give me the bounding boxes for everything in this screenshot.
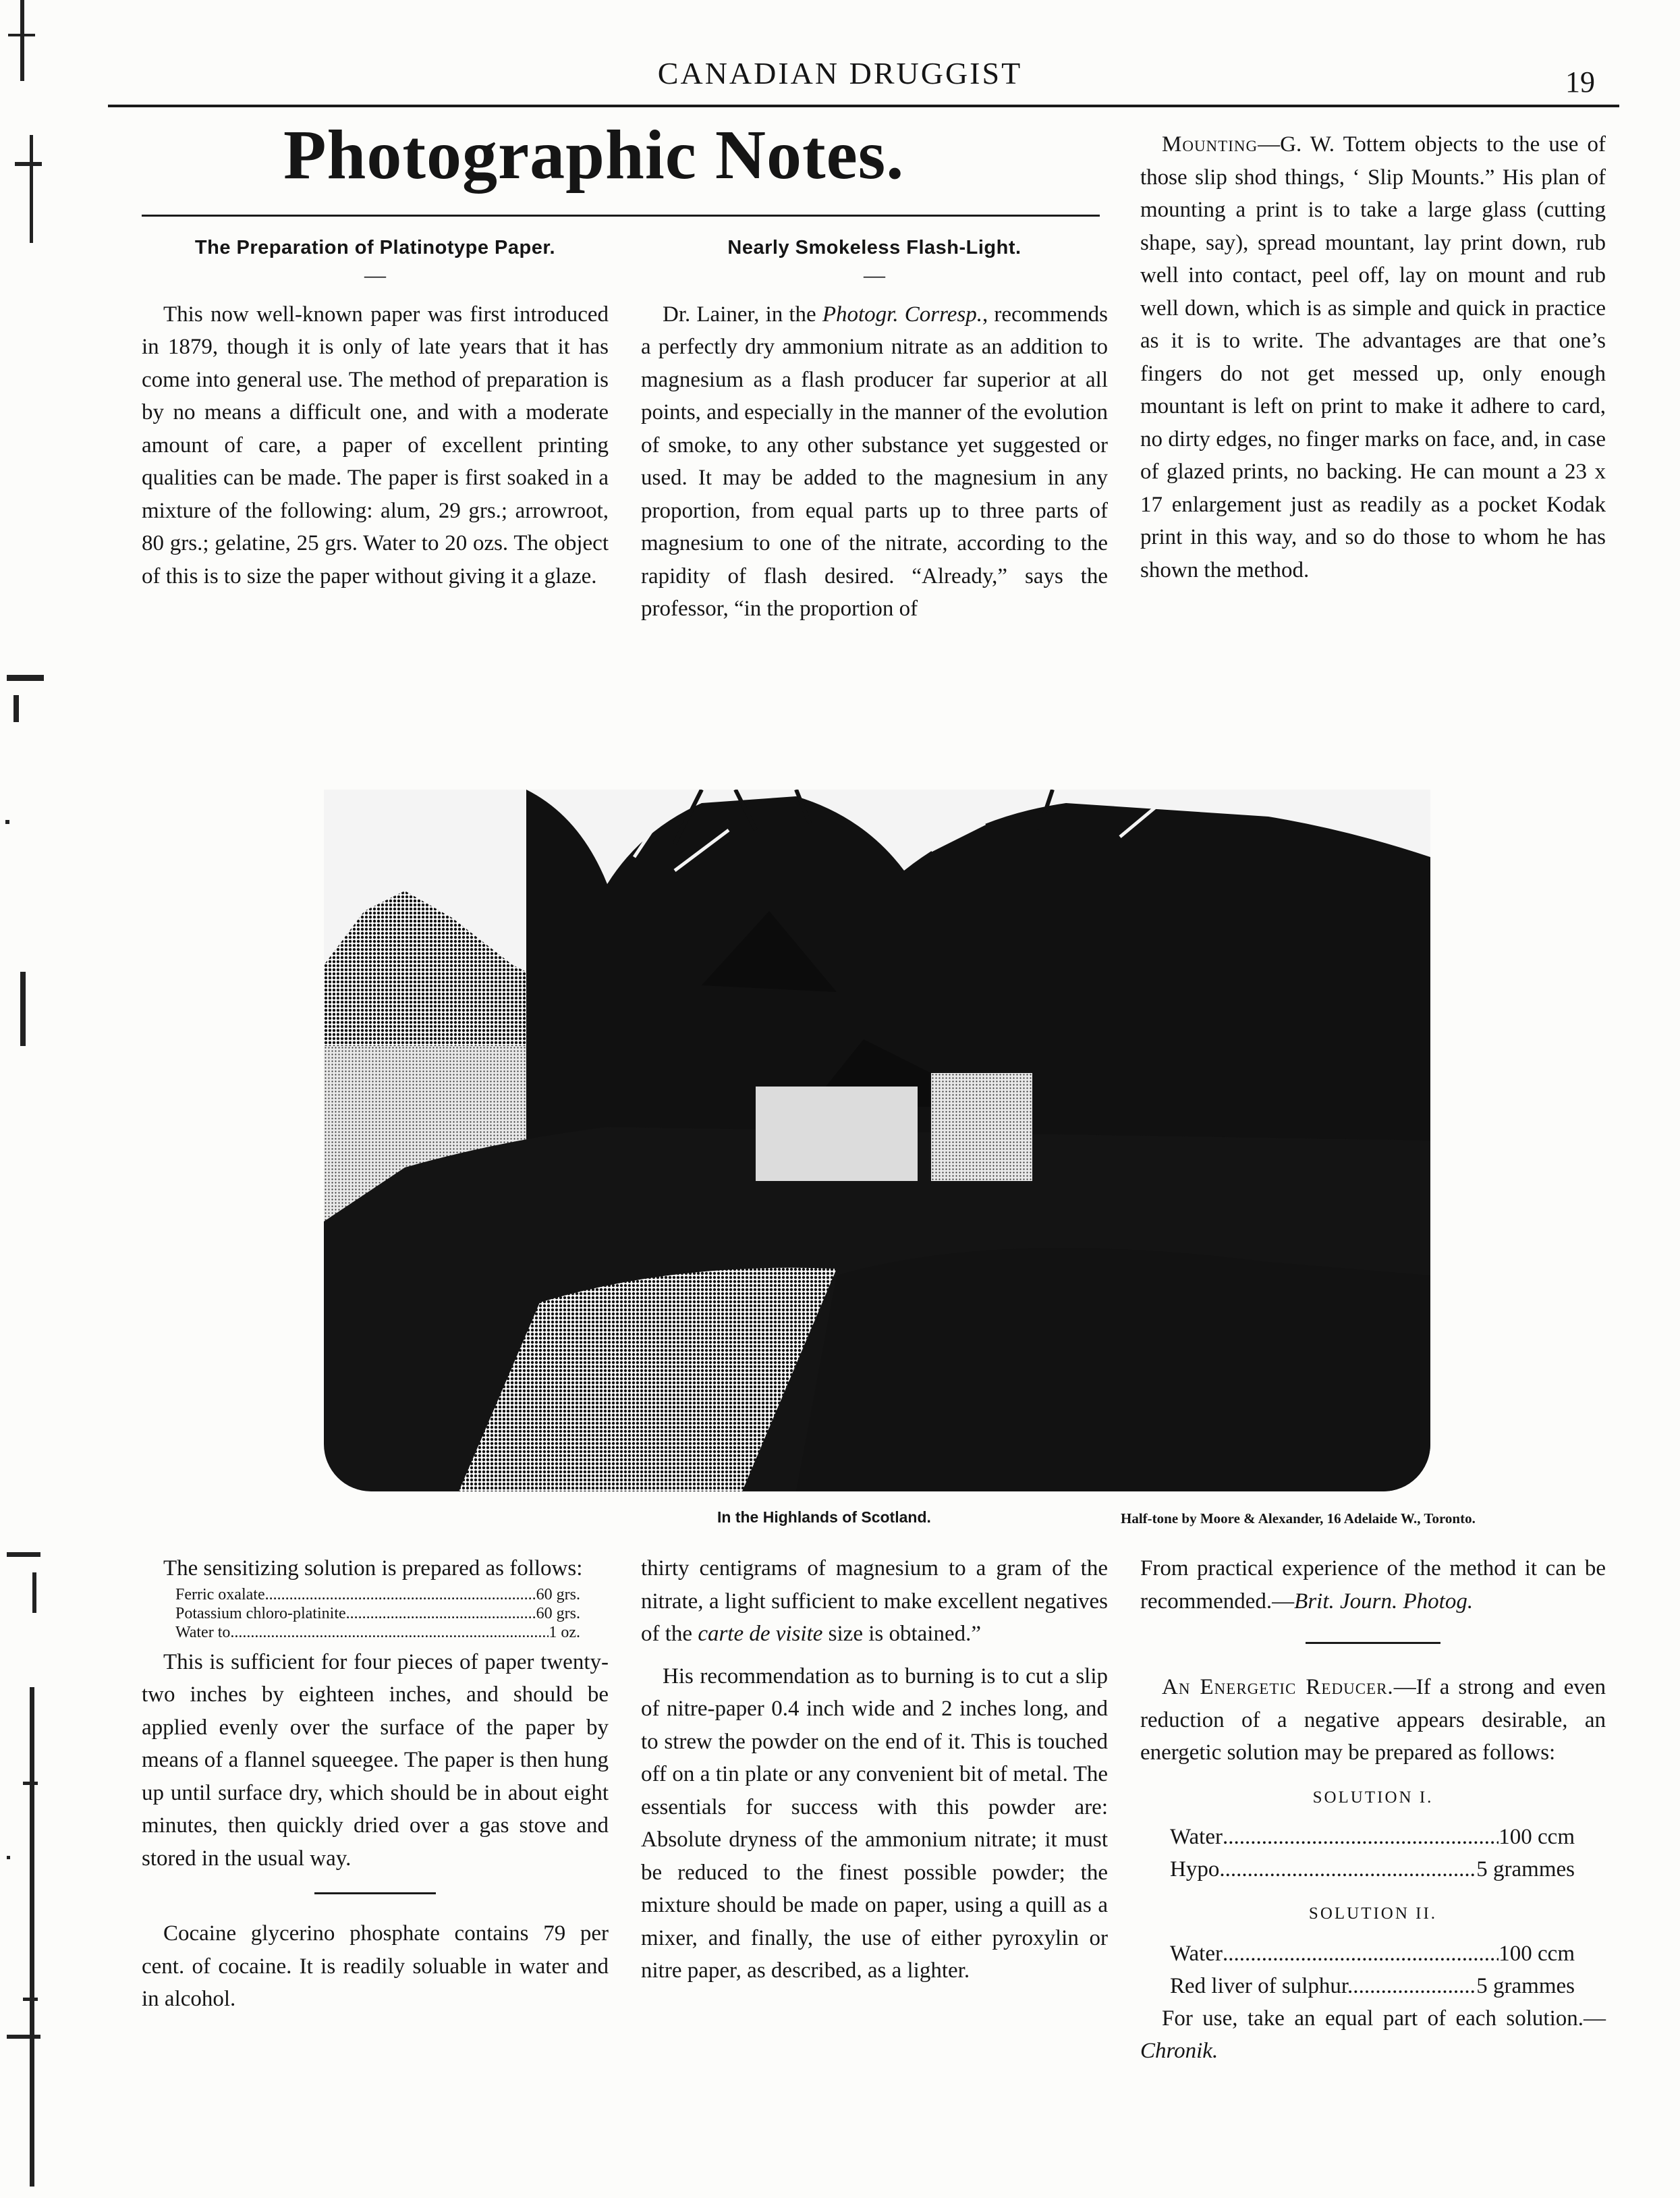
article-heading: Nearly Smokeless Flash-Light. <box>727 237 1021 258</box>
article-mounting <box>1140 128 1606 586</box>
solution-heading: SOLUTION II. <box>1308 1904 1438 1923</box>
article-flash-light <box>641 231 1108 626</box>
platinotype-continued <box>142 1552 609 2016</box>
page-number: 19 <box>1565 65 1595 99</box>
sensitizer-recipe <box>175 1585 609 1642</box>
paragraph: Mounting—G. W. Tottem objects to the use of those slip shod things, ‘ Slip Mounts.” His plan of mounting a print is to take a large glass (cutting shape, say), spread mountant, lay print down, rub well into contact, peel off, lay on mount and rub well down, which is as simple and quick in practice as it is to write. The advantages are that one’s fingers do not get messed up, only enough mountant is left on print to make it adhere to card, no dirty edges, no finger marks on face, and, in case of glazed prints, no backing. He can mount a 23 x 17 enlargement just as readily as a pocket Kodak print in this way, and so do those to whom he has shown the method. <box>1140 132 1606 582</box>
heading-dash: — <box>864 262 885 287</box>
run-in-heading: Mounting <box>1162 132 1258 157</box>
paragraph: Cocaine glycerino phosphate contains 79 per cent. of cocaine. It is readily soluable in water and in alcohol. <box>142 1921 609 2011</box>
recipe-line: Water to ..... 1 oz. <box>175 1623 580 1642</box>
page-title: Photographic Notes. <box>283 116 905 194</box>
recipe-line: Ferric oxalate ..... 60 grs. <box>175 1585 580 1604</box>
paragraph: The sensitizing solution is prepared as follows: <box>163 1556 583 1581</box>
running-head: CANADIAN DRUGGIST <box>657 56 1023 90</box>
section-rule <box>1306 1642 1440 1644</box>
paragraph: This is sufficient for four pieces of paper twenty-two inches by eighteen inches, and should be applied evenly over the surface of the paper by means of a flannel squeegee. The paper is then hung up until surface dry, which should be in about eight minutes, then quickly dried over a gas stove and stored in the usual way. <box>142 1649 609 1871</box>
solution-line: Water ..... 100 ccm <box>1170 1821 1575 1853</box>
highlands-halftone-photo <box>324 790 1430 1491</box>
recipe-line: Potassium chloro-platinite ..... 60 grs. <box>175 1604 580 1623</box>
run-in-heading: An Energetic Reducer. <box>1162 1675 1394 1699</box>
section-rule <box>314 1892 436 1894</box>
paragraph: From practical experience of the method it can be recommended.—Brit. Journ. Photog. <box>1140 1556 1606 1614</box>
figure-caption: In the Highlands of Scotland. <box>717 1508 931 1526</box>
paragraph: This now well-known paper was first introduced in 1879, though it is only of late years that it has come into general use. The method of preparation is by no means a difficult one, and with a moderate amount of care, a paper of excellent printing qualities can be made. The paper is first soaked in a mixture of the following: alum, 29 grs.; arrowroot, 80 grs.; gelatine, 25 grs. Water to 20 ozs. The object of this is to size the paper without giving it a glaze. <box>142 302 609 588</box>
figure-credit: Half-tone by Moore & Alexander, 16 Adelaide W., Toronto. <box>1121 1510 1476 1527</box>
solution-line: Red liver of sulphur.. ..... 5 grammes <box>1170 1970 1575 2002</box>
article-platinotype <box>142 231 609 593</box>
solution-line: Water ..... 100 ccm <box>1170 1938 1575 1970</box>
article-reducer <box>1140 1552 1606 2068</box>
flash-light-continued <box>641 1552 1108 1987</box>
article-heading: The Preparation of Platinotype Paper. <box>194 237 556 258</box>
paragraph: His recommendation as to burning is to cut a slip of nitre-paper 0.4 inch wide and 2 inches long, and to strew the powder on the end of it. This is touched off on a tin plate or any convenient bit of metal. The essentials for success with this powder are: Absolute dryness of the ammonium nitrate; it must be reduced to the finest possible powder; the mixture should be made on paper, using a quill as a mixer, and finally, the use of either pyroxylin or nitre paper, as described, as a lighter. <box>641 1664 1108 1983</box>
paragraph: An Energetic Reducer.—If a strong and even reduction of a negative appears desirable, an energetic solution may be prepared as follows: <box>1140 1675 1606 1765</box>
solution-heading: SOLUTION I. <box>1312 1788 1434 1807</box>
solution-line: Hypo ..... 5 grammes <box>1170 1853 1575 1886</box>
header-rule <box>108 105 1619 107</box>
paragraph: thirty centigrams of magnesium to a gram of the nitrate, a light sufficient to make excellent negatives of the carte de visite size is obtained.” <box>641 1556 1108 1646</box>
heading-dash: — <box>364 262 386 287</box>
journal-name: Photogr. Corresp. <box>822 302 982 327</box>
paragraph: Dr. Lainer, in the Photogr. Corresp., recommends a perfectly dry ammonium nitrate as an addition to magnesium as a flash producer far superior at all points, and especially in the manner of the evolution of smoke, to any other substance yet suggested or used. It may be added to the magnesium in any proportion, from equal parts up to three parts of magnesium to one of the nitrate, according to the rapidity of flash desired. “Already,” says the professor, “in the proportion of <box>641 302 1108 621</box>
title-rule <box>142 215 1100 217</box>
scan-binding-marks <box>0 0 64 2198</box>
paragraph: For use, take an equal part of each solution.—Chronik. <box>1140 2006 1606 2063</box>
